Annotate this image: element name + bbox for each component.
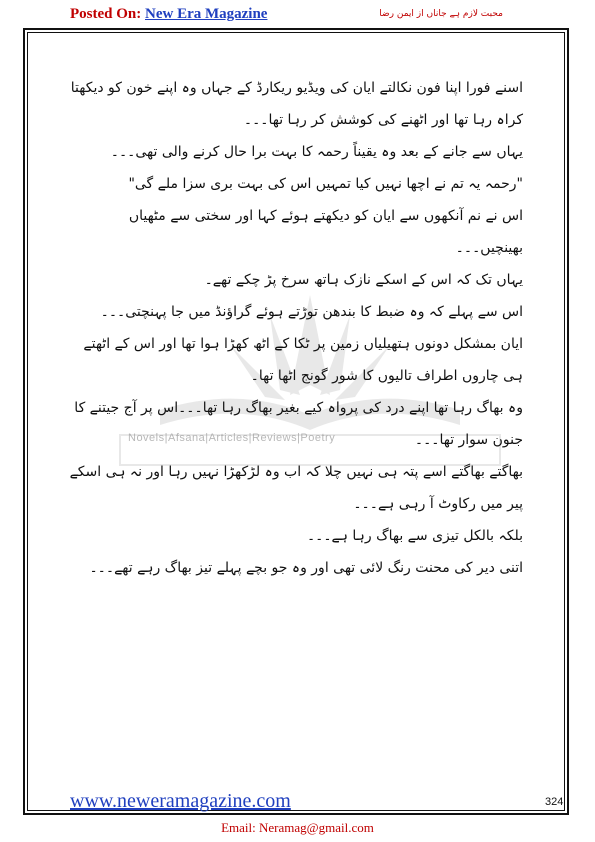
paragraph: بلکہ بالکل تیزی سے بھاگ رہا ہے۔۔۔: [306, 528, 523, 544]
posted-on: [70, 6, 267, 23]
article-body: [68, 72, 523, 584]
contact-email: Email: Neramag@gmail.com: [221, 820, 374, 835]
paragraph: ایان بمشکل دونوں ہتھیلیاں زمین پر ٹکا کے اٹھ کھڑا ہوا تھا اور اس کے اٹھتے ہی چاروں اطراف تالیوں کا شور گونج اٹھا تھا۔: [83, 336, 523, 384]
page-number: 324: [545, 796, 564, 808]
paragraph: اس نے نم آنکھوں سے ایان کو دیکھتے ہوئے کہا اور سختی سے مٹھیاں بھینچیں۔۔۔: [128, 208, 523, 256]
paragraph: اس سے پہلے کہ وہ ضبط کا بندھن توڑتے ہوئے گراؤنڈ میں جا پہنچتی۔۔۔: [100, 304, 523, 320]
paragraph: "رحمہ یہ تم نے اچھا نہیں کیا تمہیں اس کی بہت بری سزا ملے گی": [128, 176, 523, 192]
paragraph: یہاں سے جانے کے بعد وہ یقیناً رحمہ کا بہت برا حال کرنے والی تھی۔۔۔: [110, 144, 523, 160]
magazine-link[interactable]: New Era Magazine: [145, 6, 268, 22]
paragraph: اتنی دیر کی محنت رنگ لائی تھی اور وہ جو بچے پہلے تیز بھاگ رہے تھے۔۔۔: [89, 560, 523, 576]
paragraph: وہ بھاگ رہا تھا اپنے درد کی پرواہ کیے بغیر بھاگ رہا تھا۔۔۔اس پر آج جیتنے کا جنون سوار تھا۔۔۔: [74, 400, 523, 448]
novel-title: محبت لازم ہے جاناں از ایمن رضا: [379, 9, 503, 19]
watermark-text: Novels|Afsana|Articles|Reviews|Poetry: [128, 432, 336, 444]
paragraph: یہاں تک کہ اس کے اسکے نازک ہاتھ سرخ پڑ چکے تھے۔: [204, 272, 523, 288]
page-header: [0, 0, 595, 28]
posted-label: Posted On:: [70, 6, 142, 22]
paragraph: بھاگتے بھاگتے اسے پتہ ہی نہیں چلا کہ اب وہ لڑکھڑا نہیں رہا اور نہ ہی اسکے پیر میں رکاوٹ آ رہی ہے۔۔۔: [69, 464, 523, 512]
website-link[interactable]: www.neweramagazine.com: [70, 790, 291, 812]
paragraph: اسنے فورا اپنا فون نکالتے ایان کی ویڈیو ریکارڈ کے جہاں وہ اپنے خون کو دیکھتا کراہ رہا تھا اور اٹھنے کی کوشش کر رہا تھا۔۔۔: [70, 80, 523, 128]
